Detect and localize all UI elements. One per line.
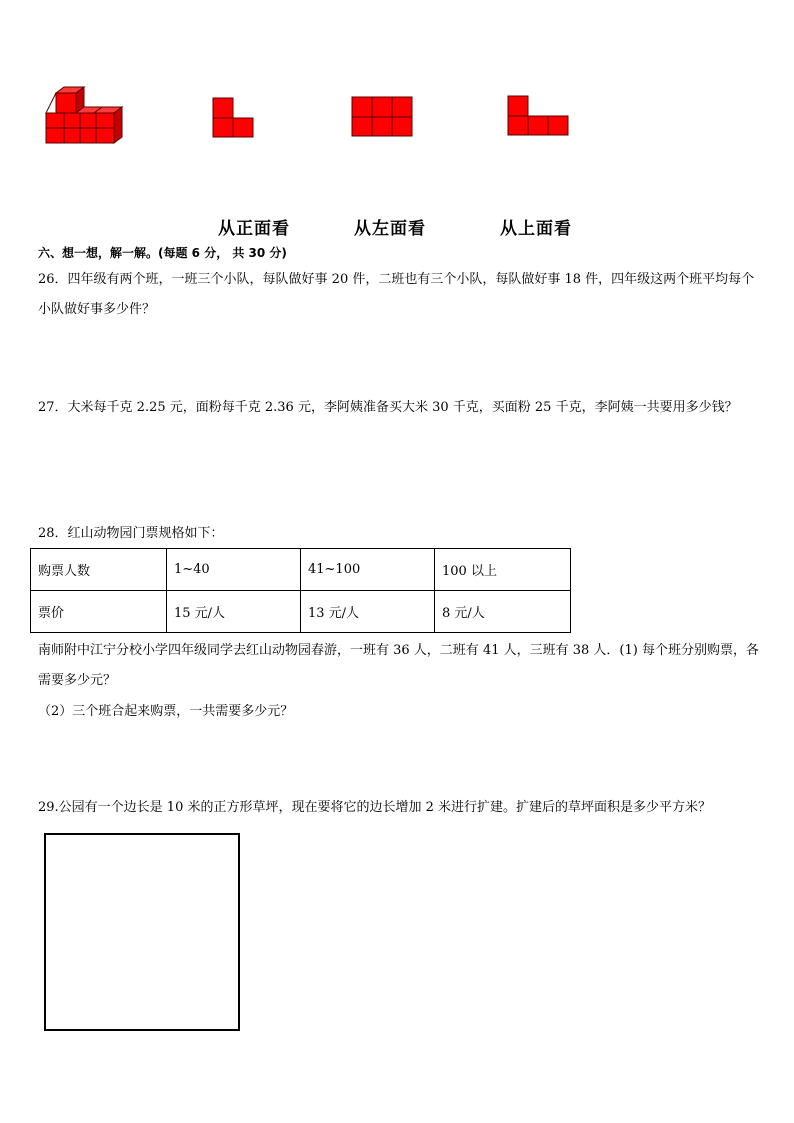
- question-28-intro: 28．红山动物园门票规格如下：: [38, 526, 224, 541]
- question-29: 29.公园有一个边长是 10 米的正方形草坪，现在要将它的边长增加 2 米进行扩建。扩建后的草坪面积是多少平方米？: [38, 800, 712, 815]
- square-lawn-diagram: [44, 833, 240, 1031]
- question-27: 27．大米每千克 2.25 元，面粉每千克 2.36 元，李阿姨准备买大米 30 千克，买面粉 25 千克，李阿姨一共要用多少钱？: [38, 400, 738, 415]
- label-top-view: 从上面看: [500, 219, 572, 239]
- question-28-text2: （2）三个班合起来购票，一共需要多少元？: [38, 704, 294, 719]
- cube-stack-3d: [44, 85, 128, 147]
- table-row: [31, 549, 571, 591]
- table-cell: 100 以上: [435, 549, 571, 591]
- table-cell: 购票人数: [31, 549, 167, 591]
- view-shape-1: [212, 97, 256, 139]
- table-row: [31, 591, 571, 633]
- question-26: 26．四年级有两个班，一班三个小队，每队做好事 20 件，二班也有三个小队，每队做好事 18 件，四年级这两个班平均每个小队做好事多少件？: [38, 272, 755, 317]
- section-title: 六、想一想，解一解。(每题 6 分， 共 30 分): [38, 246, 287, 260]
- view-shape-2: [351, 96, 413, 138]
- table-cell: 15 元/人: [167, 591, 301, 633]
- question-28-text1: 南师附中江宁分校小学四年级同学去红山动物园春游，一班有 36 人，二班有 41 人，三班有 38 人．(1) 每个班分别购票，各需要多少元？: [38, 643, 759, 688]
- label-front-view: 从正面看: [218, 219, 290, 239]
- table-cell: 8 元/人: [435, 591, 571, 633]
- table-cell: 41~100: [301, 549, 435, 591]
- table-cell: 13 元/人: [301, 591, 435, 633]
- ticket-price-table: [30, 548, 571, 633]
- table-cell: 1~40: [167, 549, 301, 591]
- view-shape-3: [507, 95, 569, 137]
- table-cell: 票价: [31, 591, 167, 633]
- label-left-view: 从左面看: [354, 219, 426, 239]
